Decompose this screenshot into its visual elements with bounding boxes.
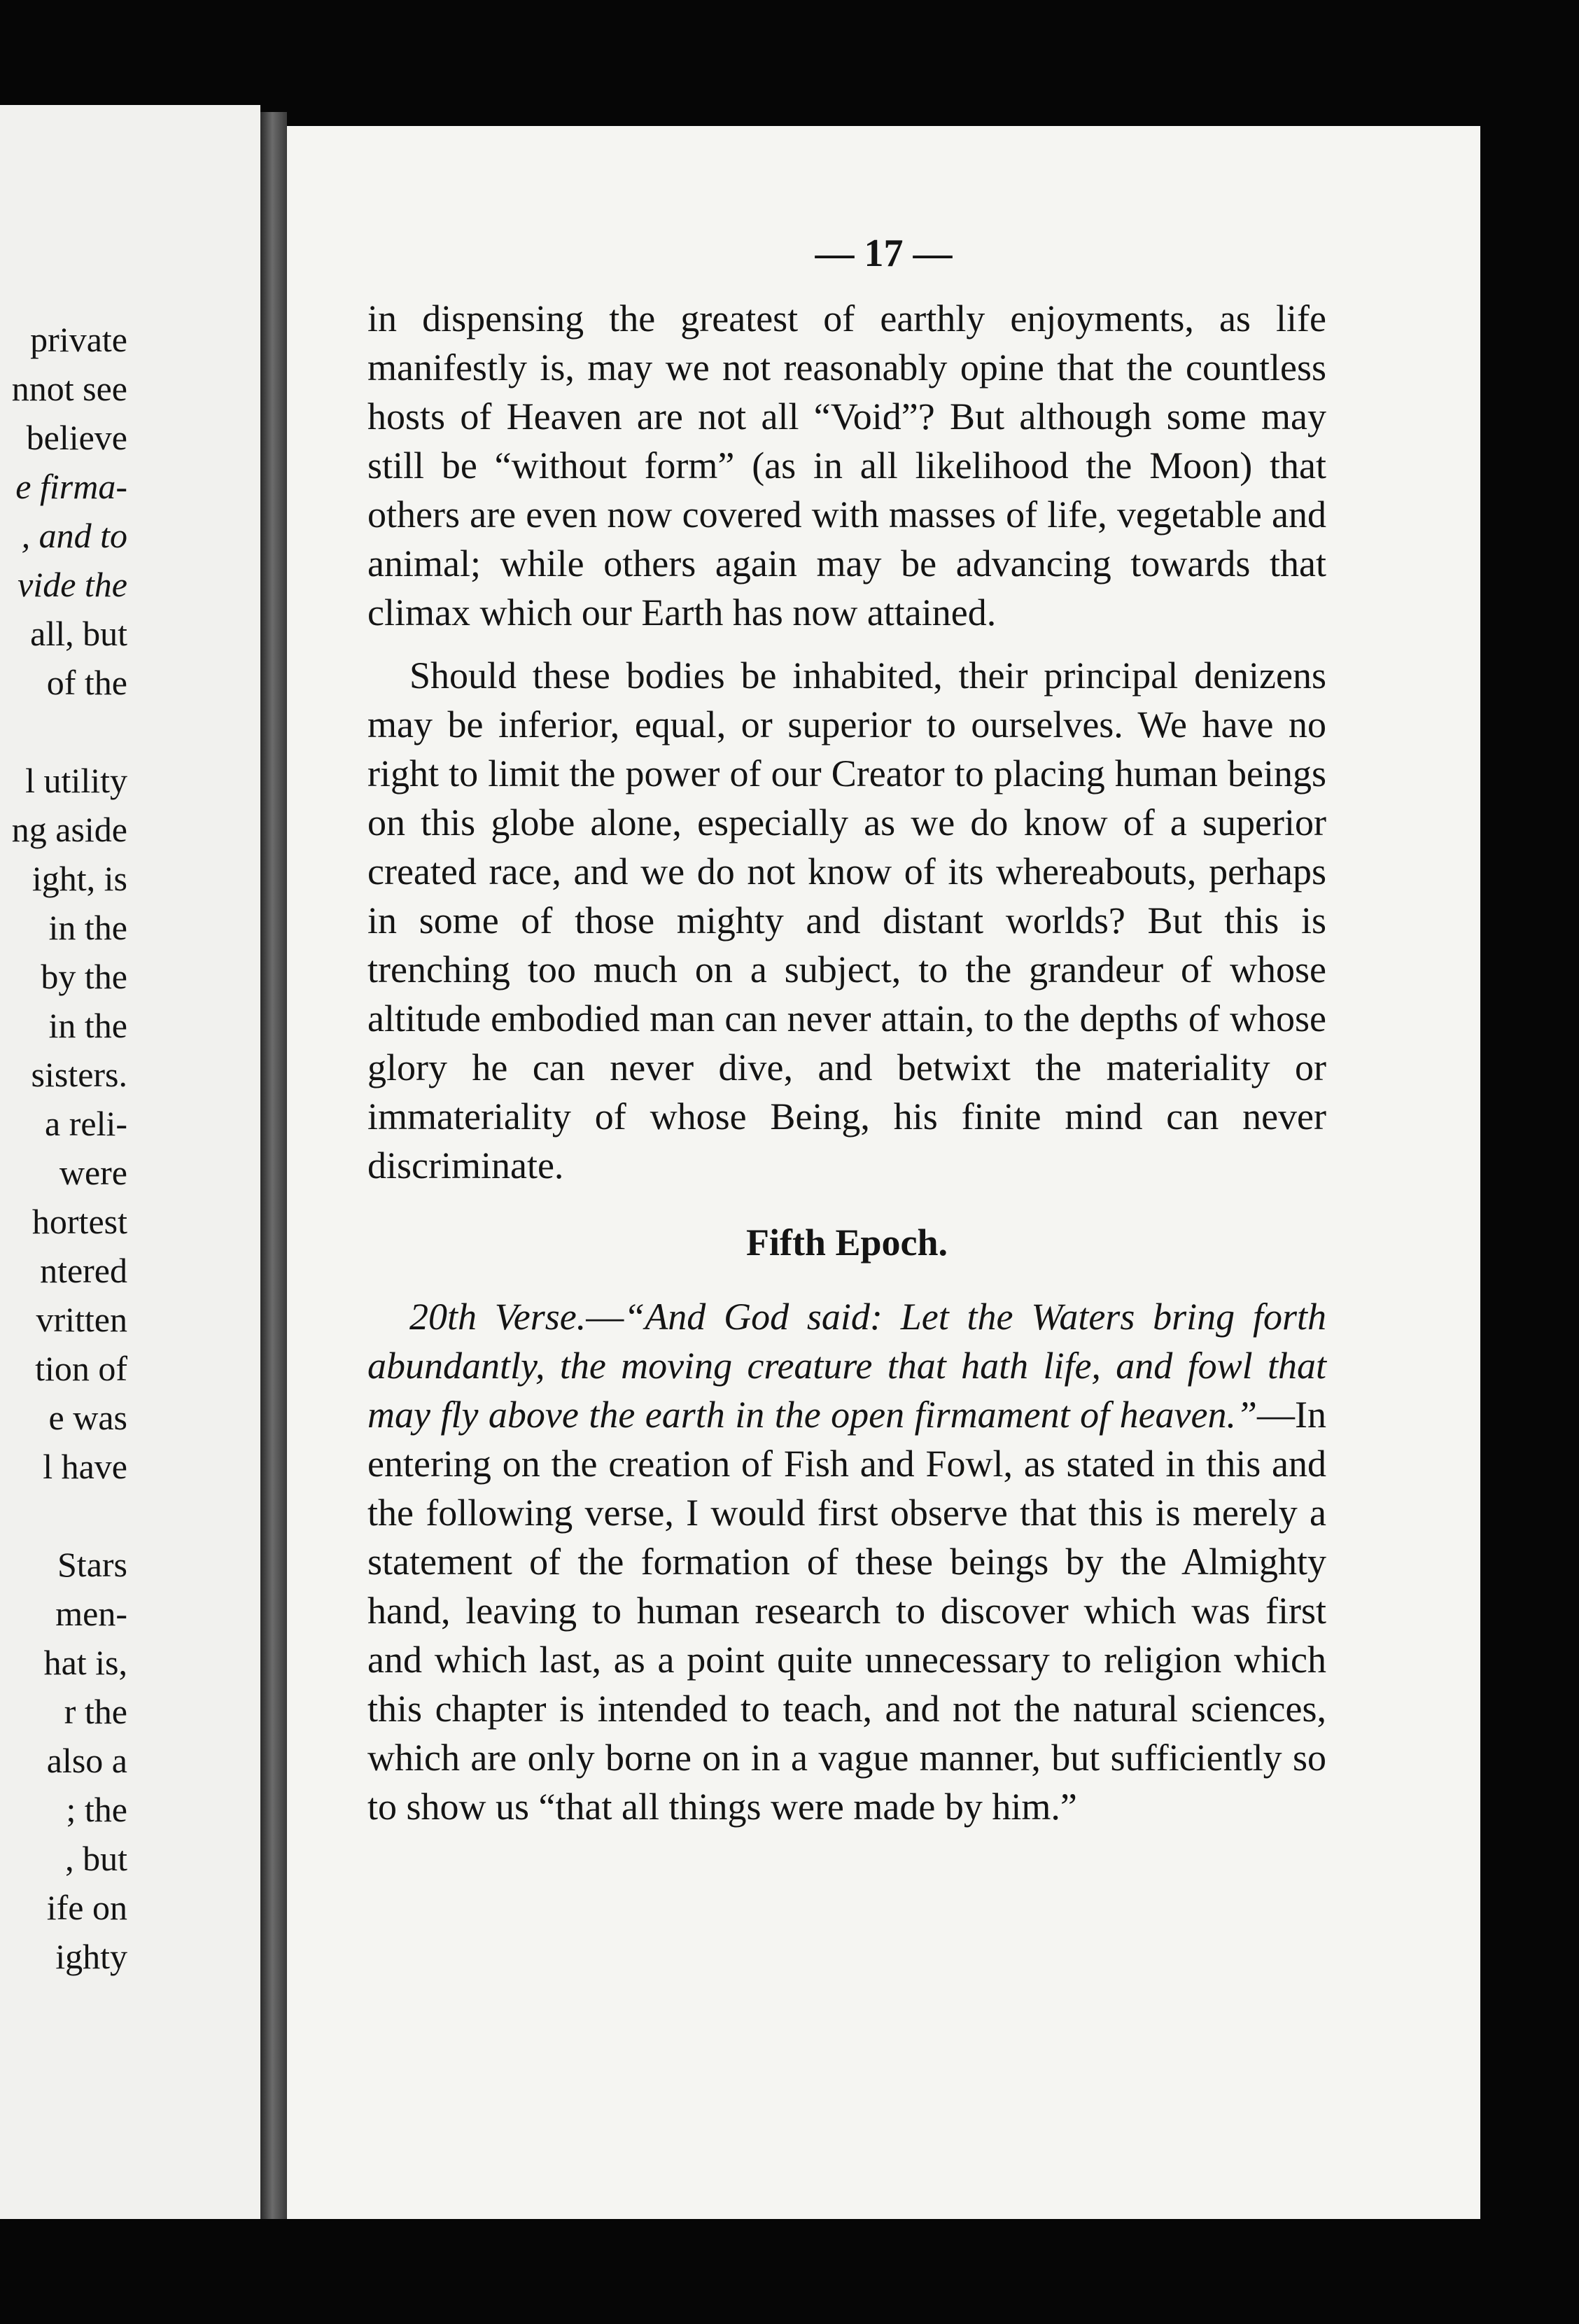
facing-page-line: vritten bbox=[36, 1300, 127, 1339]
facing-page-line: , but bbox=[65, 1839, 127, 1878]
facing-page-line: in the bbox=[48, 908, 127, 947]
facing-page-line: in the bbox=[48, 1006, 127, 1045]
facing-page-line: all, but bbox=[30, 614, 127, 653]
facing-page-line: a reli- bbox=[45, 1104, 127, 1143]
facing-page-line: l utility bbox=[25, 761, 127, 800]
facing-page-line: l have bbox=[43, 1447, 127, 1486]
facing-page-line: private bbox=[30, 320, 127, 359]
facing-page-line: by the bbox=[41, 957, 127, 996]
facing-page-line: sisters. bbox=[31, 1055, 127, 1094]
facing-page-line: believe bbox=[26, 418, 127, 457]
facing-page-line: , and to bbox=[21, 516, 127, 555]
page-body bbox=[367, 294, 1326, 1831]
facing-page-line: ighty bbox=[55, 1937, 127, 1976]
book-gutter bbox=[260, 112, 287, 2219]
verse-commentary: —In entering on the creation of Fish and Fowl, as stated in this and the following verse, I would first observe that this is merely a statement of the formation of these beings by the Almighty hand, leaving to human research to discover which was first and which last, as a point quite unnecessary to religion which this chapter is intended to teach, and not the natural sciences, which are only borne on in a vague manner, but sufficiently so to show us “that all things were made by him.” bbox=[367, 1394, 1326, 1828]
facing-page-line: ; the bbox=[66, 1790, 127, 1829]
section-heading: Fifth Epoch. bbox=[745, 1222, 948, 1264]
facing-page-fragment bbox=[0, 105, 260, 2219]
facing-page-line: e firma- bbox=[15, 467, 127, 506]
verse-label: 20th Verse. bbox=[409, 1296, 587, 1338]
facing-page-gap bbox=[0, 707, 127, 756]
facing-page-line: e was bbox=[48, 1398, 127, 1437]
facing-page-line: vide the bbox=[17, 565, 127, 604]
facing-page-line: hortest bbox=[31, 1202, 127, 1241]
page-number: — 17 — bbox=[815, 232, 953, 275]
verse-quote: “And God said: Let the Waters bring forth abundantly, the moving creature that hath life, and fowl that may fly above the earth in the open firmament of heaven.” bbox=[367, 1296, 1326, 1436]
paragraph-2: Should these bodies be inhabited, their principal denizens may be inferior, equal, or superior to ourselves. We have no right to limit the power of our Creator to placing human beings on this globe alone, especially as we do know of a superior created race, and we do not know of its whereabouts, perhaps in some of those mighty and distant worlds? But this is trenching too much on a subject, to the grandeur of whose altitude embodied man can never attain, to the depths of whose glory he can never dive, and betwixt the materiality or immateriality of whose Being, his finite mind can never discriminate. bbox=[367, 654, 1326, 1186]
verse-dash: — bbox=[586, 1296, 624, 1338]
facing-page-gap bbox=[0, 1491, 127, 1540]
facing-page-line: were bbox=[59, 1153, 127, 1192]
facing-page-line: ng aside bbox=[11, 810, 127, 849]
facing-page-line: r the bbox=[64, 1692, 127, 1731]
facing-page-line: also a bbox=[46, 1741, 127, 1780]
facing-page-line: ife on bbox=[46, 1888, 127, 1927]
facing-page-line: men- bbox=[55, 1594, 127, 1633]
verse-paragraph bbox=[367, 1292, 1326, 1831]
facing-page-line: of the bbox=[46, 663, 127, 702]
facing-page-line: ight, is bbox=[31, 859, 127, 898]
facing-page-text bbox=[0, 315, 127, 1981]
paragraph-1: in dispensing the greatest of earthly enjoyments, as life manifestly is, may we not reasonably opine that the countless hosts of Heaven are not all “Void”? But although some may still be “without form” (as in all likelihood the Moon) that others are even now covered with masses of life, vegetable and animal; while others again may be advancing towards that climax which our Earth has now attained. bbox=[367, 298, 1326, 634]
facing-page-line: ntered bbox=[40, 1251, 127, 1290]
facing-page-line: tion of bbox=[35, 1349, 127, 1388]
facing-page-line: nnot see bbox=[11, 369, 127, 408]
facing-page-line: hat is, bbox=[43, 1643, 127, 1682]
book-page bbox=[287, 126, 1480, 2219]
facing-page-line: Stars bbox=[57, 1545, 127, 1584]
